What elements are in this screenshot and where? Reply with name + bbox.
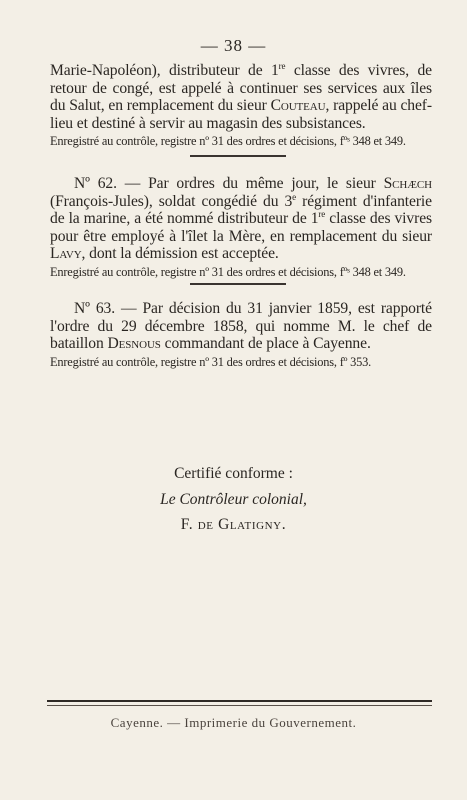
entry-63 — [50, 300, 432, 370]
entry-62-sup-b: e — [292, 191, 297, 202]
entry-62-text-e: , dont la démission est acceptée. — [81, 245, 279, 262]
entry-62-registration: Enregistré au contrôle, registre nº 31 des ordres et décisions, fºˢ 348 et 349. — [50, 264, 406, 279]
entry-63-text-a: Nº 63. — Par décision du 31 janvier 1859, est rapporté l'ordre du 29 décembre 1858, qui nomme M. le chef de bataillon — [50, 300, 432, 352]
signatory-name: F. de Glatigny. — [180, 516, 287, 533]
entry-62-body — [50, 175, 432, 263]
entry-62-name-2: Lavy — [50, 245, 82, 262]
entry-62 — [50, 175, 432, 280]
entry-62-name-1: Schæch — [383, 175, 432, 192]
entry-62-text-d: classe des vivres pour être employé à l'îlet la Mère, en remplacement du sieur — [50, 210, 432, 245]
entry-61 — [50, 62, 432, 149]
separator-2 — [190, 283, 286, 285]
entry-62-sup-c: re — [318, 208, 326, 219]
separator-1 — [190, 155, 286, 157]
entry-61-text-c: , rappelé au chef-lieu et destiné à servir au magasin des subsistances. — [50, 97, 432, 132]
printer-imprint: Cayenne. — Imprimerie du Gouvernement. — [110, 715, 357, 730]
entry-61-registration: Enregistré au contrôle, registre nº 31 des ordres et décisions, fºˢ 348 et 349. — [50, 134, 406, 148]
entry-61-sup-a: re — [278, 60, 286, 71]
certification-line: Certifié conforme : — [174, 465, 293, 482]
footer-rule-thin — [47, 705, 432, 706]
entry-63-name: Desnous — [107, 335, 161, 352]
entry-63-body — [50, 300, 432, 353]
controller-title: Le Contrôleur colonial, — [160, 491, 307, 508]
footer-rule-thick — [47, 700, 432, 702]
entry-63-text-b: commandant de place à Cayenne. — [160, 335, 371, 352]
entry-61-text-a: Marie-Napoléon), distributeur de 1 — [50, 62, 279, 79]
entry-62-text-c: régiment d'infanterie de la marine, a été nommé distributeur de 1 — [50, 192, 432, 227]
page-number: — 38 — — [200, 36, 267, 55]
entry-62-text-a: Nº 62. — Par ordres du même jour, le sieur — [74, 175, 384, 192]
entry-63-registration: Enregistré au contrôle, registre nº 31 des ordres et décisions, fº 353. — [50, 354, 372, 369]
entry-61-name: Couteau — [270, 97, 326, 114]
entry-61-body — [50, 62, 432, 132]
entry-61-text-b: classe des vivres, de retour de congé, est appelé à continuer ses services aux îles du Salut, en remplacement du sieur — [50, 62, 432, 114]
entry-62-text-b: (François-Jules), soldat congédié du 3 — [50, 192, 293, 210]
